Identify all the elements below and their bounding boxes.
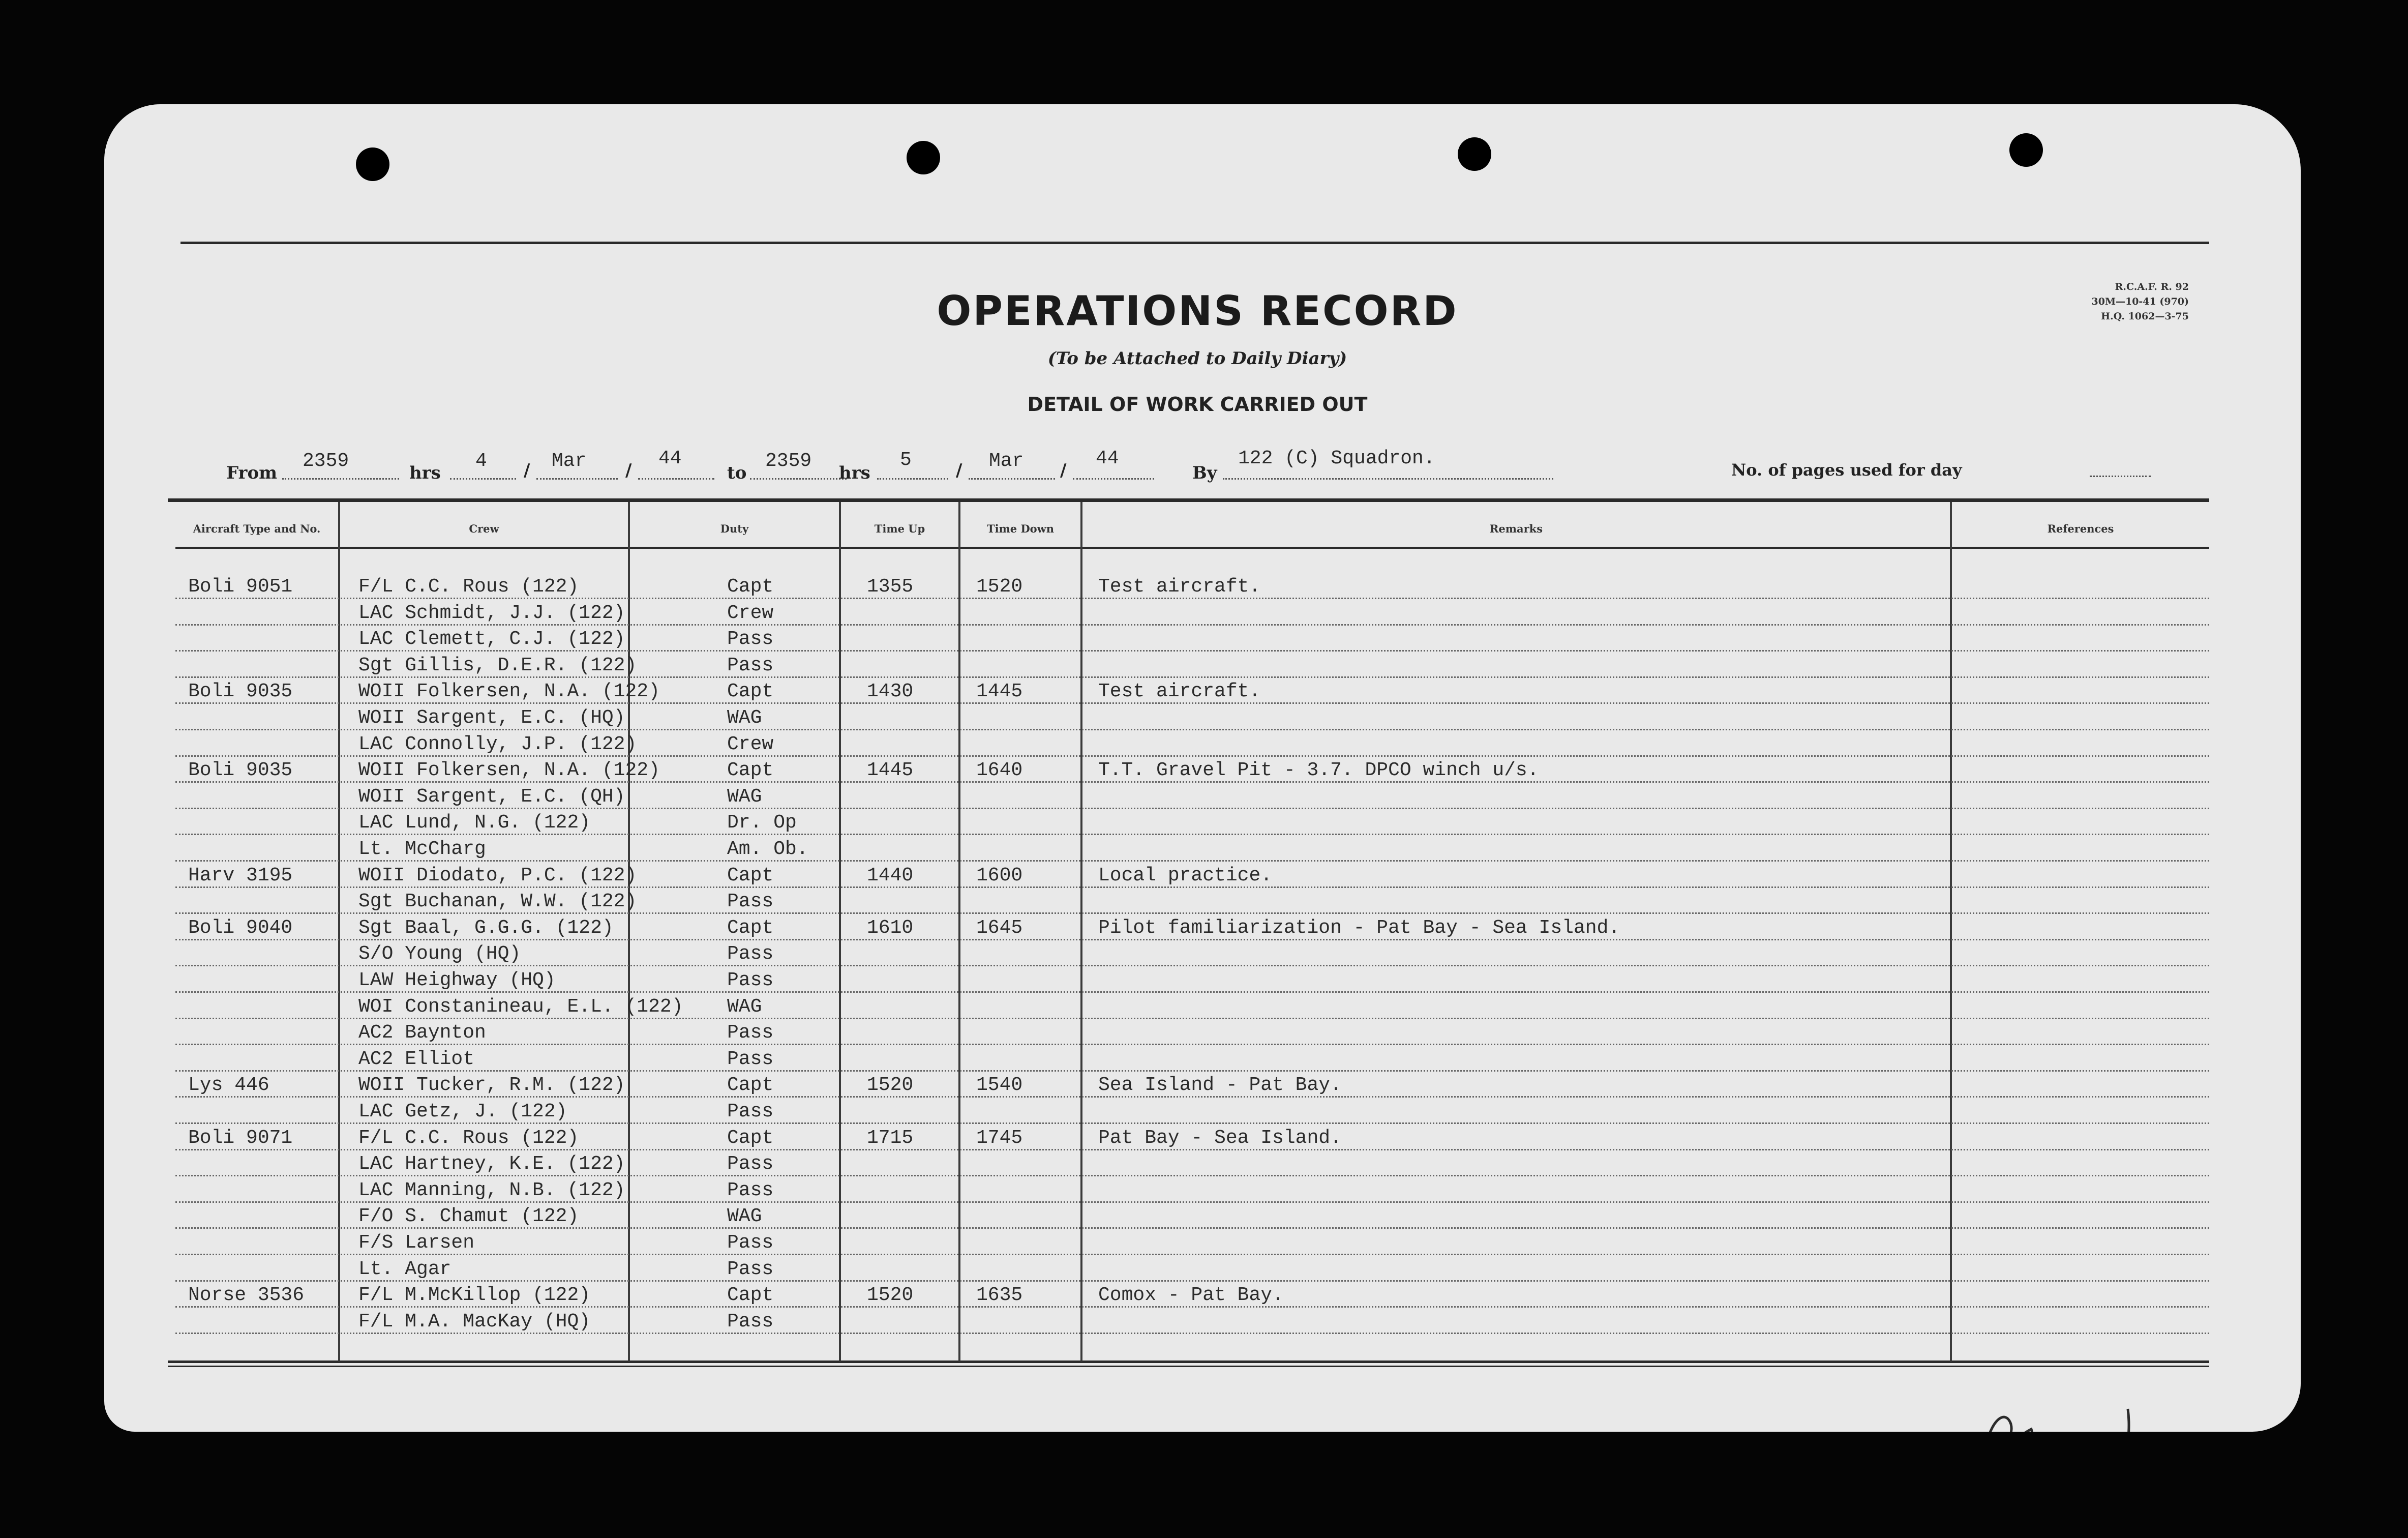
aircraft-cell: Boli 9040 (188, 917, 293, 939)
punch-hole (1458, 137, 1491, 171)
duty-cell: Pass (727, 1153, 774, 1175)
by-unit: 122 (C) Squadron. (1238, 448, 1435, 469)
form-title: OPERATIONS RECORD (937, 287, 1458, 335)
row-dotted-rule (175, 1254, 2209, 1255)
header-aircraft: Aircraft Type and No. (193, 522, 321, 535)
time-down-cell: 1635 (976, 1284, 1023, 1306)
crew-cell: LAW Heighway (HQ) (358, 969, 556, 991)
row-dotted-rule (175, 1201, 2209, 1203)
column-divider (338, 502, 340, 1362)
duty-cell: Capt (727, 865, 774, 886)
duty-cell: Pass (727, 1101, 774, 1122)
from-label: From (226, 463, 278, 483)
header-time-up: Time Up (874, 522, 925, 535)
aircraft-cell: Boli 9051 (188, 576, 293, 598)
row-dotted-rule (175, 1306, 2209, 1308)
time-up-cell: 1520 (867, 1074, 914, 1096)
time-down-cell: 1640 (976, 759, 1023, 781)
to-label: to (727, 463, 747, 483)
duty-cell: Capt (727, 1284, 774, 1306)
table-header-rule (175, 547, 2209, 549)
crew-cell: Sgt Baal, G.G.G. (122) (358, 917, 614, 939)
header-references: References (2047, 522, 2114, 535)
hrs-label: hrs (409, 463, 441, 483)
time-up-cell: 1440 (867, 865, 914, 886)
row-dotted-rule (175, 1096, 2209, 1098)
remarks-cell: Sea Island - Pat Bay. (1098, 1074, 1342, 1096)
remarks-cell: Test aircraft. (1098, 681, 1261, 702)
by-label: By (1192, 463, 1217, 483)
time-up-cell: 1445 (867, 759, 914, 781)
from-hrs: 2359 (303, 450, 349, 472)
header-time-down: Time Down (986, 522, 1055, 535)
crew-cell: WOII Folkersen, N.A. (122) (358, 681, 660, 702)
to-year: 44 (1096, 448, 1119, 469)
crew-cell: AC2 Elliot (358, 1048, 475, 1070)
form-code-line: R.C.A.F. R. 92 (2115, 281, 2189, 292)
header-crew: Crew (469, 522, 499, 535)
crew-cell: WOII Sargent, E.C. (QH) (358, 786, 625, 808)
row-dotted-rule (175, 1175, 2209, 1176)
crew-cell: LAC Schmidt, J.J. (122) (358, 602, 625, 624)
row-dotted-rule (175, 886, 2209, 888)
time-up-cell: 1610 (867, 917, 914, 939)
duty-cell: WAG (727, 1205, 762, 1227)
crew-cell: F/L C.C. Rous (122) (358, 1127, 579, 1149)
duty-cell: Crew (727, 602, 774, 624)
crew-cell: AC2 Baynton (358, 1022, 486, 1044)
duty-cell: Pass (727, 891, 774, 912)
to-hrs-label: hrs (839, 463, 870, 483)
crew-cell: Lt. McCharg (358, 838, 486, 860)
row-dotted-rule (175, 624, 2209, 626)
to-hrs: 2359 (765, 450, 812, 472)
duty-cell: WAG (727, 996, 762, 1018)
row-dotted-rule (175, 1149, 2209, 1150)
duty-cell: WAG (727, 786, 762, 808)
row-dotted-rule (175, 991, 2209, 993)
duty-cell: Pass (727, 943, 774, 965)
duty-cell: Capt (727, 681, 774, 702)
duty-cell: Pass (727, 1311, 774, 1333)
crew-cell: WOII Sargent, E.C. (HQ) (358, 707, 625, 729)
row-dotted-rule (175, 729, 2209, 730)
crew-cell: Sgt Gillis, D.E.R. (122) (358, 655, 637, 676)
row-dotted-rule (175, 702, 2209, 704)
duty-cell: WAG (727, 707, 762, 729)
time-up-cell: 1430 (867, 681, 914, 702)
duty-cell: Pass (727, 969, 774, 991)
form-detail-heading: DETAIL OF WORK CARRIED OUT (1027, 393, 1368, 416)
crew-cell: LAC Hartney, K.E. (122) (358, 1153, 625, 1175)
row-dotted-rule (175, 1227, 2209, 1229)
form-code (2036, 280, 2189, 324)
remarks-cell: Local practice. (1098, 865, 1273, 886)
crew-cell: F/S Larsen (358, 1232, 475, 1254)
row-dotted-rule (175, 1018, 2209, 1019)
duty-cell: Capt (727, 576, 774, 598)
row-dotted-rule (175, 912, 2209, 914)
crew-cell: WOII Folkersen, N.A. (122) (358, 759, 660, 781)
from-month: Mar (552, 450, 587, 472)
duty-cell: Crew (727, 733, 774, 755)
duty-cell: Pass (727, 1022, 774, 1044)
time-down-cell: 1745 (976, 1127, 1023, 1149)
crew-cell: F/L C.C. Rous (122) (358, 576, 579, 598)
punch-hole (356, 147, 389, 181)
top-rule (180, 242, 2209, 244)
crew-cell: WOII Tucker, R.M. (122) (358, 1074, 625, 1096)
crew-cell: WOI Constanineau, E.L. (122) (358, 996, 683, 1018)
duty-cell: Capt (727, 1127, 774, 1149)
crew-cell: WOII Diodato, P.C. (122) (358, 865, 637, 886)
aircraft-cell: Boli 9035 (188, 759, 293, 781)
duty-cell: Am. Ob. (727, 838, 808, 860)
time-up-cell: 1355 (867, 576, 914, 598)
pages-label: No. of pages used for day (1731, 460, 1962, 480)
column-divider (1080, 502, 1082, 1362)
aircraft-cell: Boli 9035 (188, 681, 293, 702)
remarks-cell: T.T. Gravel Pit - 3.7. DPCO winch u/s. (1098, 759, 1539, 781)
from-year: 44 (658, 448, 682, 469)
punch-hole (2009, 133, 2043, 167)
column-divider (1950, 502, 1952, 1362)
row-dotted-rule (175, 1333, 2209, 1334)
time-down-cell: 1645 (976, 917, 1023, 939)
row-dotted-rule (175, 650, 2209, 652)
aircraft-cell: Harv 3195 (188, 865, 293, 886)
crew-cell: LAC Getz, J. (122) (358, 1101, 567, 1122)
table-top-rule (168, 498, 2209, 502)
row-dotted-rule (175, 860, 2209, 862)
duty-cell: Capt (727, 1074, 774, 1096)
time-up-cell: 1520 (867, 1284, 914, 1306)
punch-hole (907, 141, 940, 174)
duty-cell: Capt (727, 759, 774, 781)
row-dotted-rule (175, 834, 2209, 835)
column-divider (839, 502, 841, 1362)
row-dotted-rule (175, 755, 2209, 757)
duty-cell: Pass (727, 1258, 774, 1280)
crew-cell: LAC Lund, N.G. (122) (358, 812, 591, 834)
form-code-line: H.Q. 1062—3-75 (2101, 311, 2189, 322)
row-dotted-rule (175, 808, 2209, 809)
from-day: 4 (475, 450, 487, 472)
form-subtitle: (To be Attached to Daily Diary) (1047, 348, 1347, 369)
remarks-cell: Test aircraft. (1098, 576, 1261, 598)
duty-cell: Pass (727, 655, 774, 676)
remarks-cell: Pat Bay - Sea Island. (1098, 1127, 1342, 1149)
duty-cell: Dr. Op (727, 812, 797, 834)
crew-cell: Sgt Buchanan, W.W. (122) (358, 891, 637, 912)
column-divider (628, 502, 630, 1362)
time-down-cell: 1600 (976, 865, 1023, 886)
row-dotted-rule (175, 781, 2209, 783)
row-dotted-rule (175, 939, 2209, 940)
crew-cell: S/O Young (HQ) (358, 943, 521, 965)
to-day: 5 (900, 449, 912, 471)
time-up-cell: 1715 (867, 1127, 914, 1149)
row-dotted-rule (175, 676, 2209, 678)
crew-cell: F/L M.McKillop (122) (358, 1284, 591, 1306)
time-down-cell: 1445 (976, 681, 1023, 702)
duty-cell: Pass (727, 1048, 774, 1070)
remarks-cell: Comox - Pat Bay. (1098, 1284, 1284, 1306)
time-down-cell: 1540 (976, 1074, 1023, 1096)
row-dotted-rule (175, 1280, 2209, 1282)
aircraft-cell: Norse 3536 (188, 1284, 305, 1306)
time-down-cell: 1520 (976, 576, 1023, 598)
header-duty: Duty (720, 522, 749, 535)
crew-cell: F/O S. Chamut (122) (358, 1205, 579, 1227)
row-dotted-rule (175, 1044, 2209, 1045)
duty-cell: Pass (727, 1179, 774, 1201)
form-code-line: 30M—10-41 (970) (2091, 296, 2189, 307)
duty-cell: Capt (727, 917, 774, 939)
table-bottom-rule (168, 1360, 2209, 1363)
row-dotted-rule (175, 1070, 2209, 1072)
duty-cell: Pass (727, 628, 774, 650)
operations-record-card: OPERATIONS RECORD (To be Attached to Daily Diary) DETAIL OF WORK CARRIED OUT R.C.A.F. R. 92 30M—10-41 (970) H.Q. 1062—3-75 From 2359 hrs 4 / Mar / 44 to 2359 hrs 5 / Mar / 44 By 122 (C) Squadron. No. of pages used for day Aircraft Type and No. Crew Duty Time Up Time Down Remarks References Boli 9051 F/L C.C. Rous (122) Capt 1355 1520 Test aircraft. LAC Schmidt, J.J. (122) Crew LAC Clemett, C.J. (122) Pass Sgt Gillis, D.E.R. (122) Pass Boli 9035 WOII Folkersen, N.A. (122) Capt 1430 1445 Test aircraft. WOII Sargent, E.C. (HQ) WAG LAC Connolly, J.P. (122) Crew Boli 9035 WOII Folkersen, N.A. (122) Capt 1445 1640 T.T. Gravel Pit - 3.7. DPCO winch u/s. WOII Sargent, E.C. (QH) WAG LAC Lund, N.G. (122) Dr. Op Lt. McCharg Am. Ob. Harv 3195 WOII Diodato, P.C. (122) Capt 1440 1600 Local practice. Sgt Buchanan, W.W. (122) Pass Boli 9040 Sgt Baal, G.G.G. (122) Capt 1610 1645 Pilot familiarization - Pat Bay - Sea Island. S/O Young (HQ) Pass LAW Heighway (HQ) Pass WOI Constanineau, E.L. (122) WAG AC2 Baynton Pass AC2 Elliot Pass Lys 446 WOII Tucker, R.M. (122) Capt 1520 1540 Sea Island - Pat Bay. LAC Getz, J. (122) Pass Boli 9071 F/L C.C. Rous (122) Capt 1715 1745 Pat Bay - Sea Island. LAC Hartney, K.E. (122) Pass LAC Manning, N.B. (122) Pass F/O S. Chamut (122) WAG F/S Larsen Pass Lt. Agar Pass Norse 3536 F/L M.McKillop (122) Capt 1520 1635 Comox - Pat Bay. F/L M.A. MacKay (HQ) Pass (104, 104, 2301, 1432)
to-month: Mar (989, 450, 1024, 472)
crew-cell: LAC Clemett, C.J. (122) (358, 628, 625, 650)
header-remarks: Remarks (1489, 522, 1543, 535)
crew-cell: F/L M.A. MacKay (HQ) (358, 1311, 591, 1333)
remarks-cell: Pilot familiarization - Pat Bay - Sea Island. (1098, 917, 1620, 939)
column-divider (958, 502, 960, 1362)
aircraft-cell: Lys 446 (188, 1074, 269, 1096)
crew-cell: LAC Manning, N.B. (122) (358, 1179, 625, 1201)
row-dotted-rule (175, 1122, 2209, 1124)
crew-cell: Lt. Agar (358, 1258, 452, 1280)
signature (1975, 1399, 2194, 1432)
row-dotted-rule (175, 965, 2209, 966)
crew-cell: LAC Connolly, J.P. (122) (358, 733, 637, 755)
row-dotted-rule (175, 598, 2209, 599)
duty-cell: Pass (727, 1232, 774, 1254)
aircraft-cell: Boli 9071 (188, 1127, 293, 1149)
